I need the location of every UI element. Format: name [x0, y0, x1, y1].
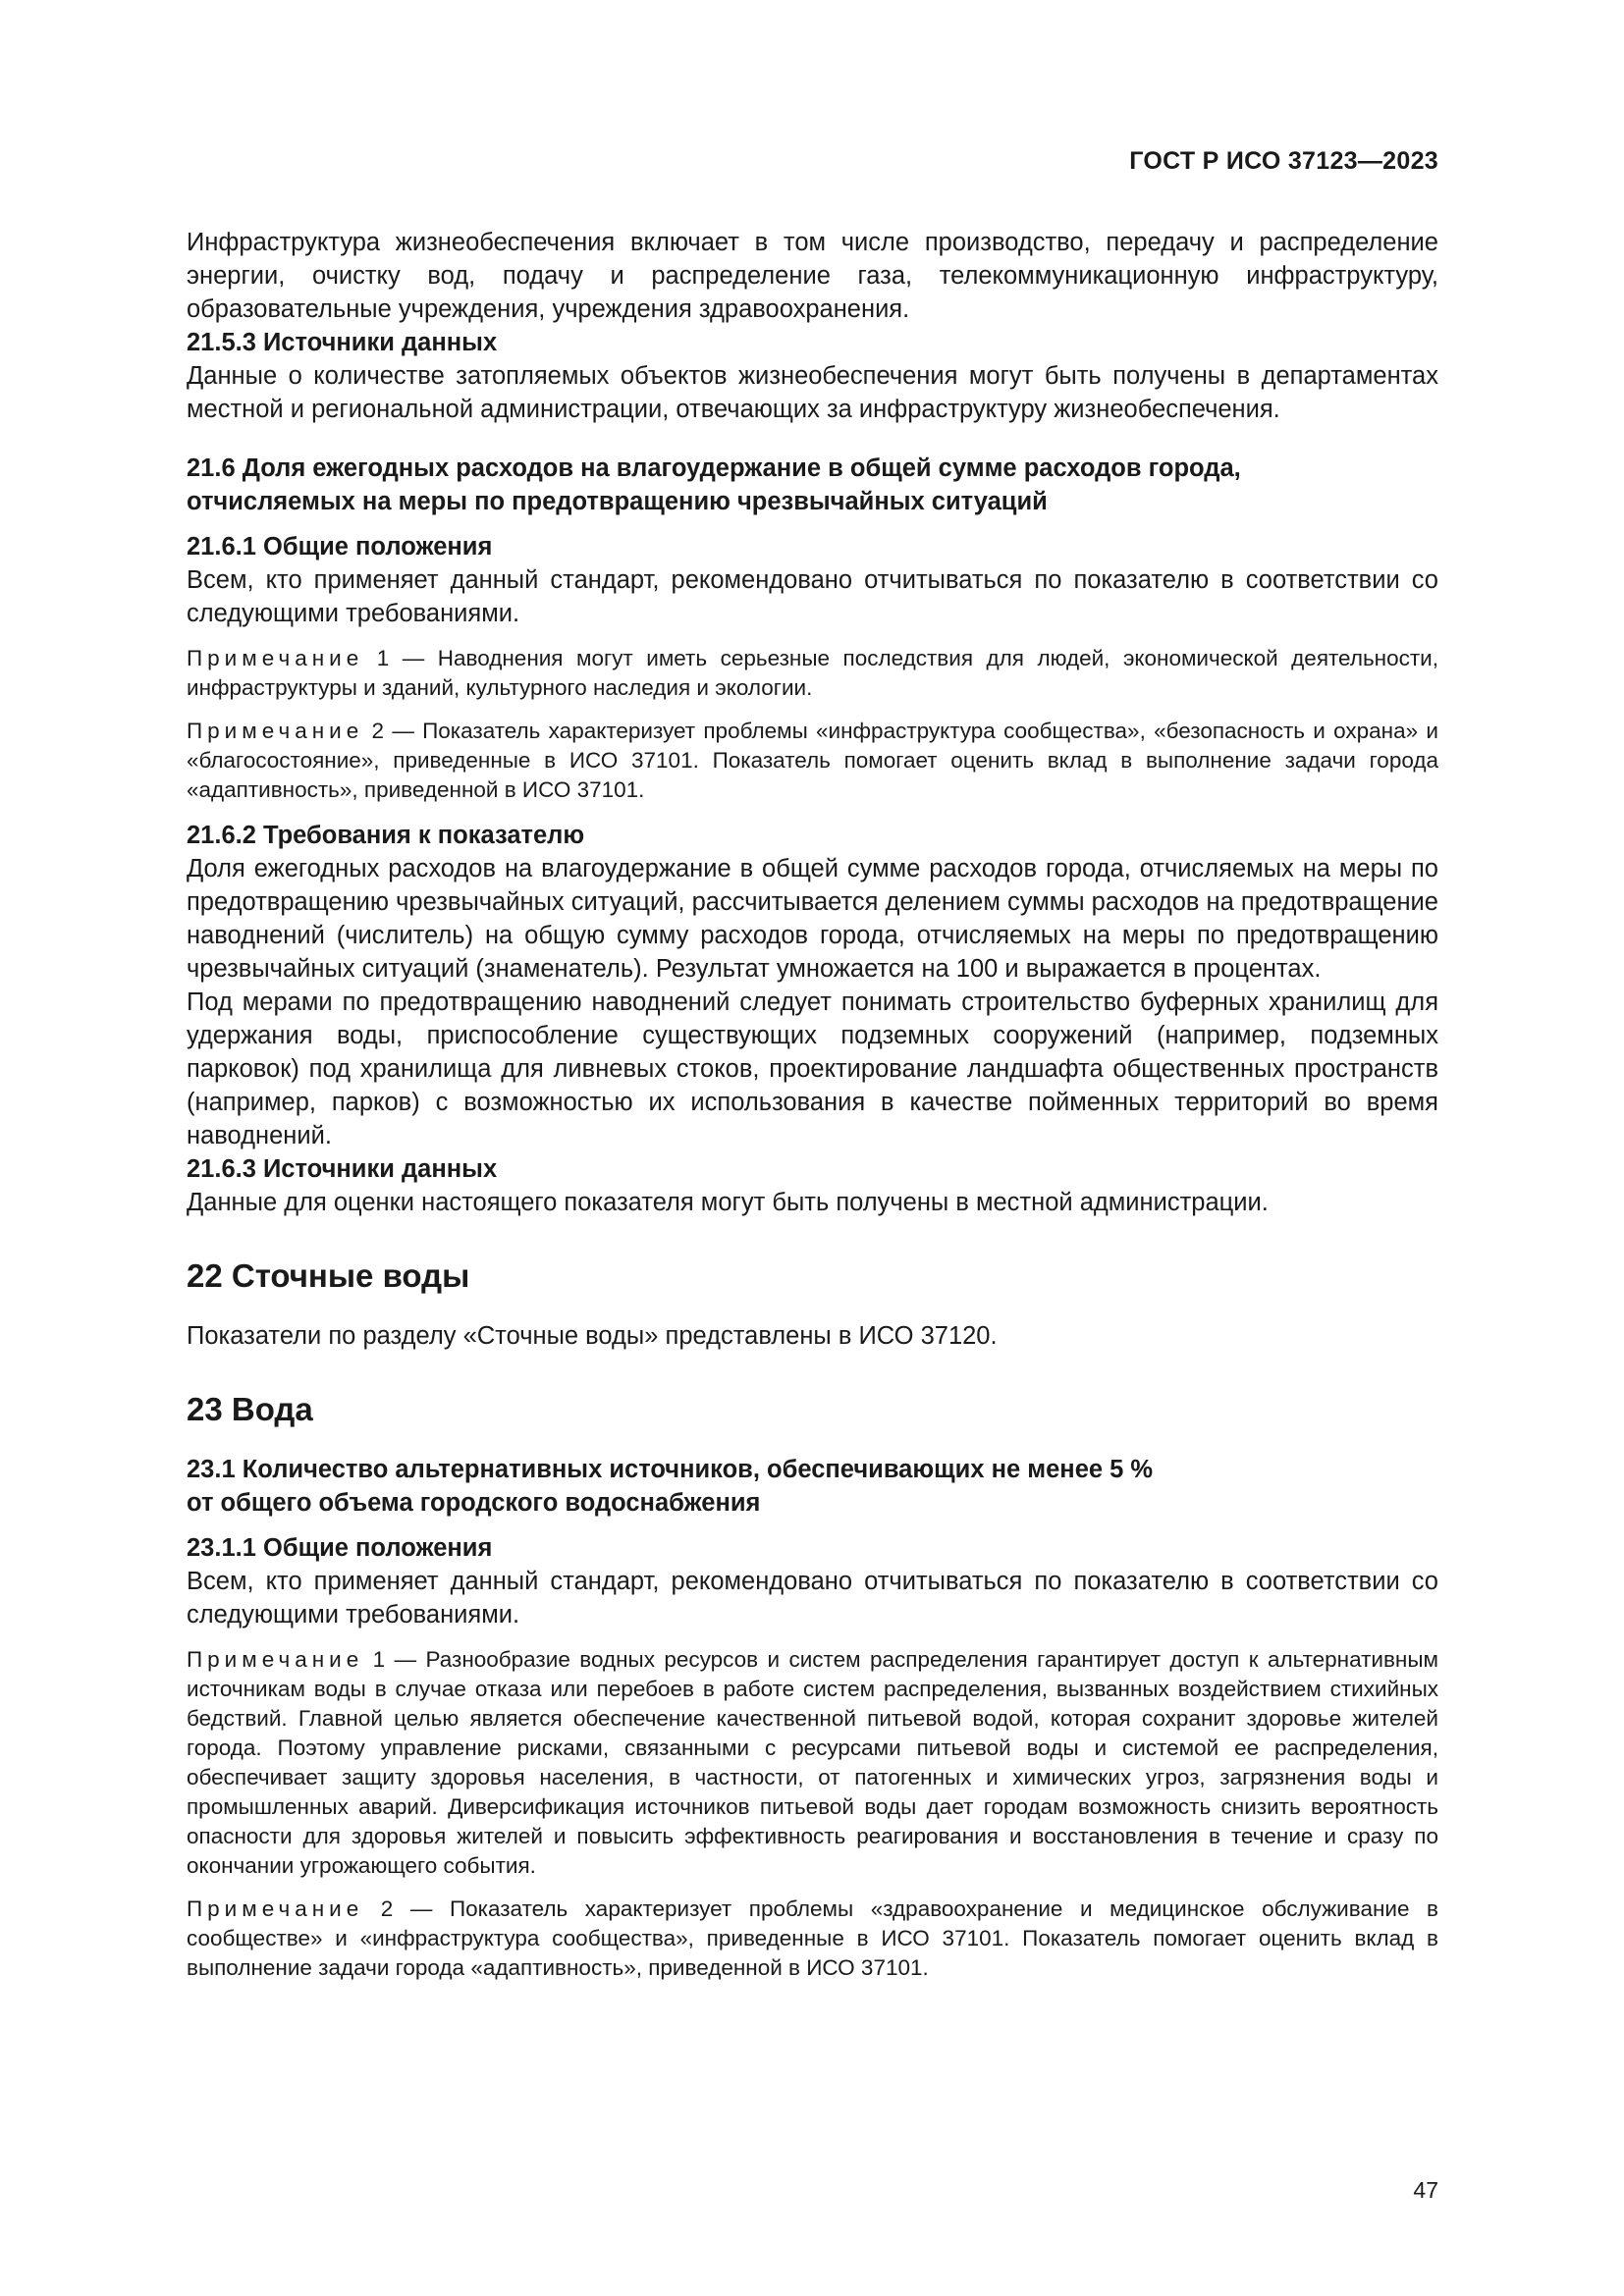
note-23-1-2 — [187, 1895, 1438, 1983]
heading-21-6-2: 21.6.2 Требования к показателю — [187, 822, 585, 849]
heading-21-6-line1: 21.6 Доля ежегодных расходов на влагоудержание в общей сумме расходов города, — [187, 454, 1241, 482]
paragraph-general-provisions-2: Всем, кто применяет данный стандарт, рекомендовано отчитываться по показателю в соответствии со следующими требованиями. — [187, 1568, 1438, 1629]
note-text: Разнообразие водных ресурсов и систем распределения гарантирует доступ к альтернативным источникам воды в случае отказа или перебоев в работе систем распределения, вызванных воздействием стихийных бедствий. Главной целью является обеспечение качественной питьевой водой, которая сохранит здоровье жителей города. Поэтому управление рисками, связанными с ресурсами питьевой воды и системой ее распределения, обеспечивает защиту здоровья населения, в частности, от патогенных и химических угроз, загрязнения воды и промышленных аварий. Диверсификация источников питьевой воды дает городам возможность снизить вероятность опасности для здоровья жителей и повысить эффективность реагирования и восстановления в течение и сразу по окончании угрожающего события. — [187, 1647, 1438, 1878]
note-number: 1 — — [363, 1647, 426, 1672]
heading-23-1-line2: от общего объема городского водоснабжения — [187, 1489, 761, 1517]
note-text: Показатель характеризует проблемы «здравоохранение и медицинское обслуживание в сообществе» и «инфраструктура сообщества», приведенные в ИСО 37101. Показатель помогает оценить вклад в выполнение задачи города «адаптивность», приведенной в ИСО 37101. — [187, 1896, 1438, 1980]
heading-section-23: 23 Вода — [187, 1391, 313, 1427]
paragraph-flood-measures: Под мерами по предотвращению наводнений следует понимать строительство буферных хранилищ для удержания воды, приспособление существующих подземных сооружений (например, подземных парковок) под хранилища для ливневых стоков, проектирование ландшафта общественных пространств (например, парков) с возможностью их использования в качестве пойменных территорий во время наводнений. — [187, 988, 1438, 1149]
heading-23-1-line1: 23.1 Количество альтернативных источников, обеспечивающих не менее 5 % — [187, 1456, 1154, 1483]
document-body — [187, 226, 1438, 1983]
heading-21-6-1: 21.6.1 Общие положения — [187, 533, 493, 561]
paragraph-data-sources-local: Данные для оценки настоящего показателя могут быть получены в местной администрации. — [187, 1189, 1269, 1216]
paragraph-data-sources-flooded: Данные о количестве затопляемых объектов жизнеобеспечения могут быть получены в департаментах местной и региональной администрации, отвечающих за инфраструктуру жизнеобеспечения. — [187, 362, 1438, 423]
paragraph-wastewater: Показатели по разделу «Сточные воды» представлены в ИСО 37120. — [187, 1322, 998, 1350]
note-label: Примечание — [187, 719, 364, 743]
page-number: 47 — [1413, 2177, 1438, 2203]
note-label: Примечание — [187, 1647, 364, 1672]
heading-23-1-1: 23.1.1 Общие положения — [187, 1534, 493, 1562]
note-21-6-1 — [187, 644, 1438, 703]
document-header: ГОСТ Р ИСО 37123—2023 — [1129, 147, 1438, 175]
note-23-1-1 — [187, 1645, 1438, 1881]
note-21-6-2 — [187, 717, 1438, 805]
paragraph-general-provisions-1: Всем, кто применяет данный стандарт, рекомендовано отчитываться по показателю в соответствии со следующими требованиями. — [187, 566, 1438, 627]
heading-23-1 — [187, 1453, 1438, 1520]
paragraph-indicator-requirements: Доля ежегодных расходов на влагоудержание в общей сумме расходов города, отчисляемых на меры по предотвращению чрезвычайных ситуаций, рассчитывается делением суммы расходов на предотвращение наводнений (числитель) на общую сумму расходов города, отчисляемых на меры по предотвращению чрезвычайных ситуаций (знаменатель). Результат умножается на 100 и выражается в процентах. — [187, 855, 1438, 983]
note-number: 2 — — [363, 719, 423, 743]
note-text: Наводнения могут иметь серьезные последствия для людей, экономической деятельности, инфраструктуры и зданий, культурного наследия и экологии. — [187, 646, 1438, 700]
note-text: Показатель характеризует проблемы «инфраструктура сообщества», «безопасность и охрана» и «благосостояние», приведенные в ИСО 37101. Показатель помогает оценить вклад в выполнение задачи города «адаптивность», приведенной в ИСО 37101. — [187, 719, 1438, 802]
note-number: 2 — — [363, 1896, 450, 1921]
heading-section-22: 22 Сточные воды — [187, 1257, 470, 1294]
paragraph-infrastructure: Инфраструктура жизнеобеспечения включает в том числе производство, передачу и распределение энергии, очистку вод, подачу и распределение газа, телекоммуникационную инфраструктуру, образовательные учреждения, учреждения здравоохранения. — [187, 229, 1438, 323]
note-label: Примечание — [187, 646, 364, 670]
heading-21-5-3: 21.5.3 Источники данных — [187, 329, 498, 356]
heading-21-6-line2: отчисляемых на меры по предотвращению чрезвычайных ситуаций — [187, 488, 1048, 515]
heading-21-6 — [187, 452, 1438, 518]
note-label: Примечание — [187, 1896, 364, 1921]
note-number: 1 — — [363, 646, 438, 670]
heading-21-6-3: 21.6.3 Источники данных — [187, 1155, 498, 1183]
